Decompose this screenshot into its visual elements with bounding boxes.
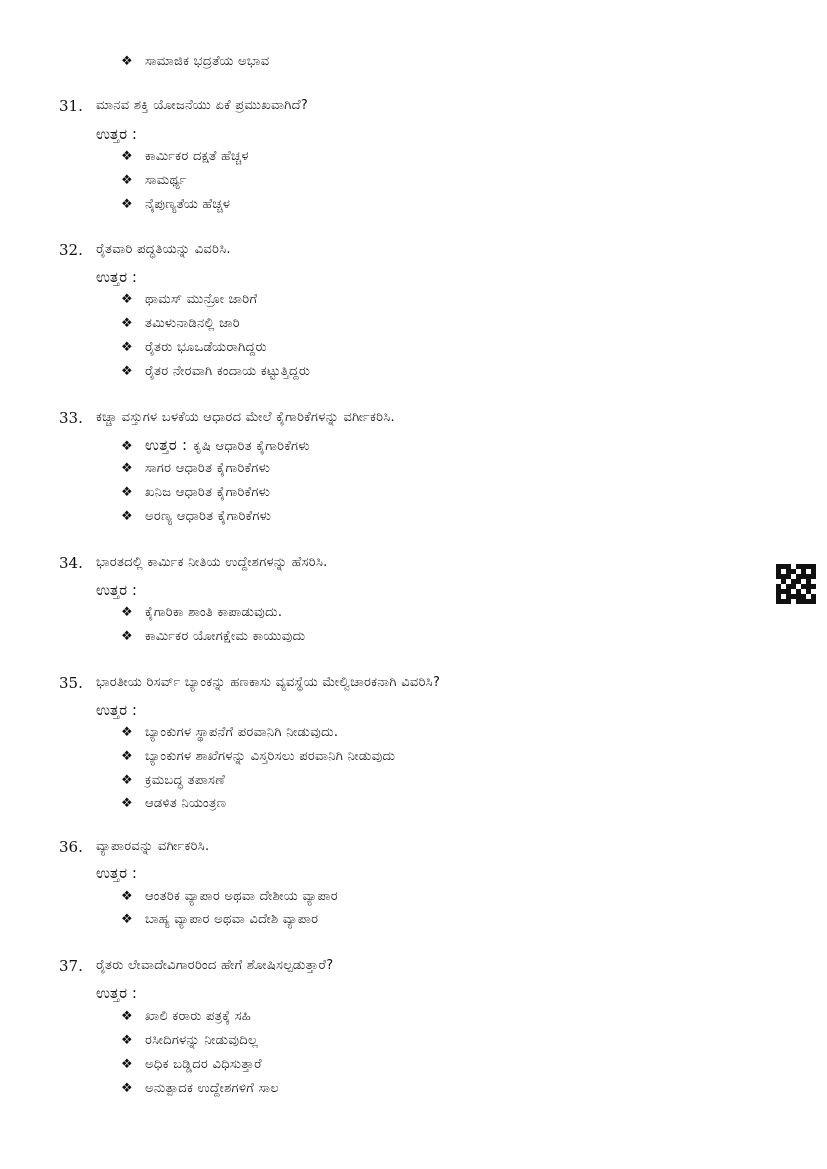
question-number: 34.	[59, 554, 83, 572]
bullet-icon: ❖	[121, 364, 133, 379]
bullet-icon: ❖	[121, 197, 133, 212]
question-text: ವ್ಯಾಪಾರವನ್ನು ವರ್ಗೀಕರಿಸಿ.	[96, 839, 210, 854]
bullet-icon: ❖	[121, 340, 133, 355]
list-item: ❖ ರಸೀದಿಗಳನ್ನು ನೀಡುವುದಿಲ್ಲ	[121, 1033, 259, 1048]
list-item: ❖ ಥಾಮಸ್ ಮುನ್ರೋ ಜಾರಿಗೆ	[121, 292, 258, 307]
bullet-icon: ❖	[121, 629, 133, 644]
list-item: ❖ ಕಾರ್ಮಿಕರ ಯೋಗಕ್ಷೇಮ ಕಾಯುವುದು	[121, 629, 306, 644]
question-number: 35.	[59, 674, 83, 692]
bullet-icon: ❖	[121, 461, 133, 476]
list-item: ❖ ಕ್ರಮಬದ್ಧ ತಪಾಸಣೆ	[121, 773, 226, 788]
list-item: ❖ ಸಾಮರ್ಥ್ಯ	[121, 173, 187, 188]
question-text: ಮಾನವ ಶಕ್ತಿ ಯೋಜನೆಯು ಏಕೆ ಪ್ರಮುಖವಾಗಿದೆ?	[96, 98, 309, 113]
list-item: ❖ ಖಾಲಿ ಕರಾರು ಪತ್ರಕ್ಕೆ ಸಹಿ	[121, 1009, 252, 1024]
bullet-icon: ❖	[121, 773, 133, 788]
question-text: ಭಾರತೀಯ ರಿಸರ್ವ್ ಬ್ಯಾಂಕನ್ನು ಹಣಕಾಸು ವ್ಯವಸ್ಥೆಯ ಮೇಲ್ವಿಚಾರಕನಾಗಿ ವಿವರಿಸಿ?	[96, 675, 441, 690]
list-item: ❖ ಆಂತರಿಕ ವ್ಯಾಪಾರ ಅಥವಾ ದೇಶೀಯ ವ್ಯಾಪಾರ	[121, 889, 338, 904]
answer-label: ಉತ್ತರ :	[96, 581, 137, 599]
list-item: ❖ ಸಾಗರ ಆಧಾರಿತ ಕೈಗಾರಿಕೆಗಳು	[121, 461, 271, 476]
qr-code-icon	[776, 564, 816, 604]
bullet-icon: ❖	[121, 889, 133, 904]
list-item: ❖ ಕಾರ್ಮಿಕರ ದಕ್ಷತೆ ಹೆಚ್ಚಳ	[121, 149, 249, 164]
list-item: ❖ ಅನುತ್ಪಾದಕ ಉದ್ದೇಶಗಳಿಗೆ ಸಾಲ	[121, 1081, 280, 1096]
bullet-icon: ❖	[121, 1009, 133, 1024]
question-number: 37.	[59, 957, 83, 975]
bullet-icon: ❖	[121, 149, 133, 164]
bullet-icon: ❖	[121, 173, 133, 188]
bullet-icon: ❖	[121, 725, 133, 740]
question-text: ಕಚ್ಚಾ ವಸ್ತುಗಳ ಬಳಕೆಯ ಆಧಾರದ ಮೇಲೆ ಕೈಗಾರಿಕೆಗಳನ್ನು ವರ್ಗೀಕರಿಸಿ.	[96, 410, 395, 425]
list-item: ❖ ಬ್ಯಾಂಕುಗಳ ಸ್ಥಾಪನೆಗೆ ಪರವಾನಿಗಿ ನೀಡುವುದು.	[121, 725, 339, 740]
question-number: 33.	[59, 409, 83, 427]
list-item: ❖ ನೈಪುಣ್ಯತೆಯ ಹೆಚ್ಚಳ	[121, 197, 231, 212]
list-item: ❖ ಸಾಮಾಜಿಕ ಭದ್ರತೆಯ ಅಭಾವ	[121, 54, 270, 69]
list-item: ❖ ಖನಿಜ ಆಧಾರಿತ ಕೈಗಾರಿಕೆಗಳು	[121, 485, 271, 500]
answer-label: ಉತ್ತರ :	[96, 984, 137, 1002]
bullet-icon: ❖	[121, 292, 133, 307]
bullet-icon: ❖	[121, 1057, 133, 1072]
question-text: ರೈತವಾರಿ ಪದ್ಧತಿಯನ್ನು ವಿವರಿಸಿ.	[96, 242, 231, 257]
bullet-icon: ❖	[121, 1081, 133, 1096]
bullet-icon: ❖	[121, 796, 133, 811]
answer-label: ಉತ್ತರ :	[145, 436, 188, 454]
question-text: ಭಾರತದಲ್ಲಿ ಕಾರ್ಮಿಕ ನೀತಿಯ ಉದ್ದೇಶಗಳನ್ನು ಹೆಸರಿಸಿ.	[96, 555, 328, 570]
bullet-icon: ❖	[121, 749, 133, 764]
question-text: ರೈತರು ಲೇವಾದೇವಿಗಾರರಿಂದ ಹೇಗೆ ಶೋಷಿಸಲ್ಪಡುತ್ತಾರೆ?	[96, 958, 334, 973]
list-item: ❖ ಆಡಳಿತ ನಿಯಂತ್ರಣ	[121, 796, 227, 811]
list-item: ❖ ತಮಿಳುನಾಡಿನಲ್ಲಿ ಜಾರಿ	[121, 316, 240, 331]
answer-label: ಉತ್ತರ :	[96, 864, 137, 882]
bullet-icon: ❖	[121, 485, 133, 500]
list-item: ❖ ಕೈಗಾರಿಕಾ ಶಾಂತಿ ಕಾಪಾಡುವುದು.	[121, 605, 283, 620]
bullet-icon: ❖	[121, 509, 133, 524]
answer-label: ಉತ್ತರ :	[96, 268, 137, 286]
answer-label: ಉತ್ತರ :	[96, 125, 137, 143]
question-number: 31.	[59, 97, 83, 115]
list-item: ❖ ಬಾಹ್ಯ ವ್ಯಾಪಾರ ಅಥವಾ ವಿದೇಶಿ ವ್ಯಾಪಾರ	[121, 912, 319, 927]
question-number: 36.	[59, 838, 83, 856]
bullet-icon: ❖	[121, 1033, 133, 1048]
bullet-icon: ❖	[121, 439, 133, 454]
list-item: ❖ ರೈತರು ಭೂಒಡೆಯರಾಗಿದ್ದರು	[121, 340, 267, 355]
bullet-icon: ❖	[121, 605, 133, 620]
bullet-icon: ❖	[121, 54, 133, 69]
list-item: ❖ ರೈತರ ನೇರವಾಗಿ ಕಂದಾಯ ಕಟ್ಟುತ್ತಿದ್ದರು	[121, 364, 311, 379]
bullet-icon: ❖	[121, 316, 133, 331]
answer-label: ಉತ್ತರ :	[96, 701, 137, 719]
list-item: ❖ ಬ್ಯಾಂಕುಗಳ ಶಾಖೆಗಳನ್ನು ವಿಸ್ತರಿಸಲು ಪರವಾನಿಗಿ ನೀಡುವುದು	[121, 749, 396, 764]
list-item: ❖ ಅರಣ್ಯ ಆಧಾರಿತ ಕೈಗಾರಿಕೆಗಳು	[121, 509, 272, 524]
question-number: 32.	[59, 241, 83, 259]
list-item: ❖ ಅಧಿಕ ಬಡ್ಡಿದರ ವಿಧಿಸುತ್ತಾರೆ	[121, 1057, 262, 1072]
list-item: ❖ ಉತ್ತರ : ಕೃಷಿ ಆಧಾರಿತ ಕೈಗಾರಿಕೆಗಳು	[121, 436, 310, 454]
bullet-icon: ❖	[121, 912, 133, 927]
